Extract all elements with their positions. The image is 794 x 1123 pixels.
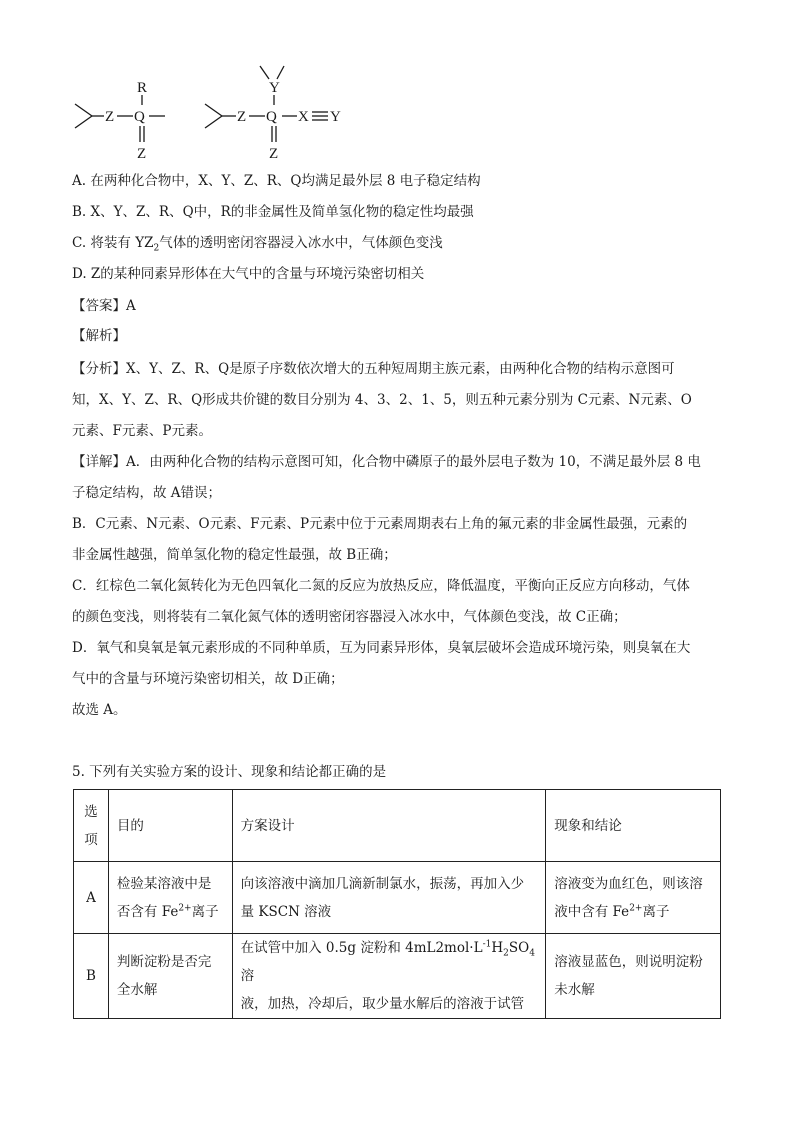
question-5-stem: 5. 下列有关实验方案的设计、现象和结论都正确的是 xyxy=(72,764,387,780)
header-option-b: 项 xyxy=(84,831,98,848)
header-design: 方案设计 xyxy=(232,790,546,862)
row-b-purpose-1: 判断淀粉是否完 xyxy=(116,954,212,970)
row-a-purpose-2-post: 离子 xyxy=(191,903,219,920)
analysis-line-1: 【分析】X、Y、Z、R、Q是原子序数依次增大的五种短周期主族元素，由两种化合物的结构示意图可 xyxy=(72,361,675,377)
detail-line-1: 【详解】A．由两种化合物的结构示意图可知，化合物中磷原子的最外层电子数为 10，不满足最外层 8 电 xyxy=(72,454,701,470)
row-b-design-1-sup: -1 xyxy=(482,939,492,950)
row-b-design-1-mid: H xyxy=(491,940,504,956)
detail-line-2: 子稳定结构，故 A错误； xyxy=(72,485,222,501)
header-result: 现象和结论 xyxy=(546,790,721,862)
row-b-result-1: 溶液显蓝色，则说明淀粉 xyxy=(554,954,703,970)
option-c-pre: C. 将装有 YZ xyxy=(72,235,154,251)
row-a-purpose-2-sup: 2+ xyxy=(178,903,192,913)
analysis-label: 【解析】 xyxy=(72,328,126,344)
header-purpose: 目的 xyxy=(108,790,232,862)
header-option-a: 选 xyxy=(84,803,98,820)
option-c-sub: 2 xyxy=(153,243,160,254)
row-a-result-2 xyxy=(554,898,712,926)
left-Z-bottom: Z xyxy=(137,146,147,162)
right-X: X xyxy=(298,109,309,125)
row-a-result-1: 溶液变为血红色，则该溶 xyxy=(554,875,703,892)
detail-line-6: 的颜色变浅，则将装有二氧化氮气体的透明密闭容器浸入冰水中，气体颜色变浅，故 C正确； xyxy=(72,609,627,625)
structure-diagrams xyxy=(72,62,372,167)
detail-line-7: D．氧气和臭氧是氧元素形成的不同种单质，互为同素异形体，臭氧层破坏会造成环境污染，则臭氧在大 xyxy=(72,640,691,656)
structure-svg xyxy=(72,62,372,167)
row-b-result xyxy=(546,934,721,1019)
row-b-design-1-mid2: SO xyxy=(508,940,530,956)
row-a-option: A xyxy=(74,862,109,934)
row-a-purpose-1: 检验某溶液中是 xyxy=(116,875,212,892)
right-Y: Y xyxy=(330,109,341,125)
row-b-design-1-sub1: 2 xyxy=(503,948,509,959)
detail-line-9: 故选 A。 xyxy=(72,702,127,718)
left-Z: Z xyxy=(105,109,115,125)
row-a-result xyxy=(546,862,721,934)
row-a-purpose xyxy=(108,862,232,934)
row-b-purpose-2: 全水解 xyxy=(116,982,158,998)
option-a: A. 在两种化合物中，X、Y、Z、R、Q均满足最外层 8 电子稳定结构 xyxy=(72,173,481,189)
left-R: R xyxy=(137,80,148,96)
row-a-result-2-post: 离子 xyxy=(642,903,670,920)
row-a-design xyxy=(232,862,546,934)
row-b-design-1 xyxy=(241,934,538,990)
table-row-a xyxy=(74,862,721,934)
row-b-design-1-pre: 在试管中加入 0.5g 淀粉和 4mL2mol·L xyxy=(240,940,483,956)
row-b-design-2: 液，加热，冷却后，取少量水解后的溶液于试管 xyxy=(240,996,525,1012)
row-b-purpose xyxy=(108,934,232,1019)
answer-label: 【答案】A xyxy=(72,298,136,314)
row-a-design-1: 向该溶液中滴加几滴新制氯水，振荡，再加入少 xyxy=(240,875,525,892)
row-a-result-2-sup: 2+ xyxy=(629,903,643,913)
experiment-table xyxy=(73,789,721,1019)
right-Z: Z xyxy=(237,109,247,125)
row-b-design-1-sub2: 4 xyxy=(529,948,535,959)
row-a-result-2-pre: 液中含有 Fe xyxy=(554,903,630,920)
row-b-design xyxy=(232,934,546,1019)
row-a-purpose-2-pre: 否含有 Fe xyxy=(116,903,179,920)
table-header-row xyxy=(74,790,721,862)
detail-line-4: 非金属性越强，简单氢化物的稳定性最强，故 B正确； xyxy=(72,547,397,563)
row-a-purpose-2 xyxy=(117,898,224,926)
row-a-design-2: 量 KSCN 溶液 xyxy=(240,903,332,920)
analysis-line-2: 知，X、Y、Z、R、Q形成共价键的数目分别为 4、3、2、1、5，则五种元素分别为 C元素、N元素、O xyxy=(72,392,692,408)
detail-line-3: B．C元素、N元素、O元素、F元素、P元素中位于元素周期表右上角的氟元素的非金属性最强，元素的 xyxy=(72,516,688,532)
right-Q: Q xyxy=(266,109,277,125)
row-b-option: B xyxy=(74,934,109,1019)
detail-line-8: 气中的含量与环境污染密切相关，故 D正确； xyxy=(72,671,344,687)
option-c xyxy=(72,233,732,253)
option-c-post: 气体的透明密闭容器浸入冰水中，气体颜色变浅 xyxy=(159,235,443,251)
row-b-design-1-post: 溶 xyxy=(240,968,255,984)
table-row-b xyxy=(74,934,721,1019)
right-Y-top: Y xyxy=(269,80,280,96)
left-Q: Q xyxy=(134,109,145,125)
row-b-result-2: 未水解 xyxy=(554,982,595,998)
right-Z-bottom: Z xyxy=(269,146,279,162)
analysis-line-3: 元素、F元素、P元素。 xyxy=(72,423,212,439)
detail-line-5: C．红棕色二氧化氮转化为无色四氧化二氮的反应为放热反应，降低温度，平衡向正反应方向移动，气体 xyxy=(72,578,690,594)
header-option xyxy=(74,790,109,862)
option-d: D. Z的某种同素异形体在大气中的含量与环境污染密切相关 xyxy=(72,266,425,282)
option-b: B. X、Y、Z、R、Q中，R的非金属性及简单氢化物的稳定性均最强 xyxy=(72,204,474,220)
